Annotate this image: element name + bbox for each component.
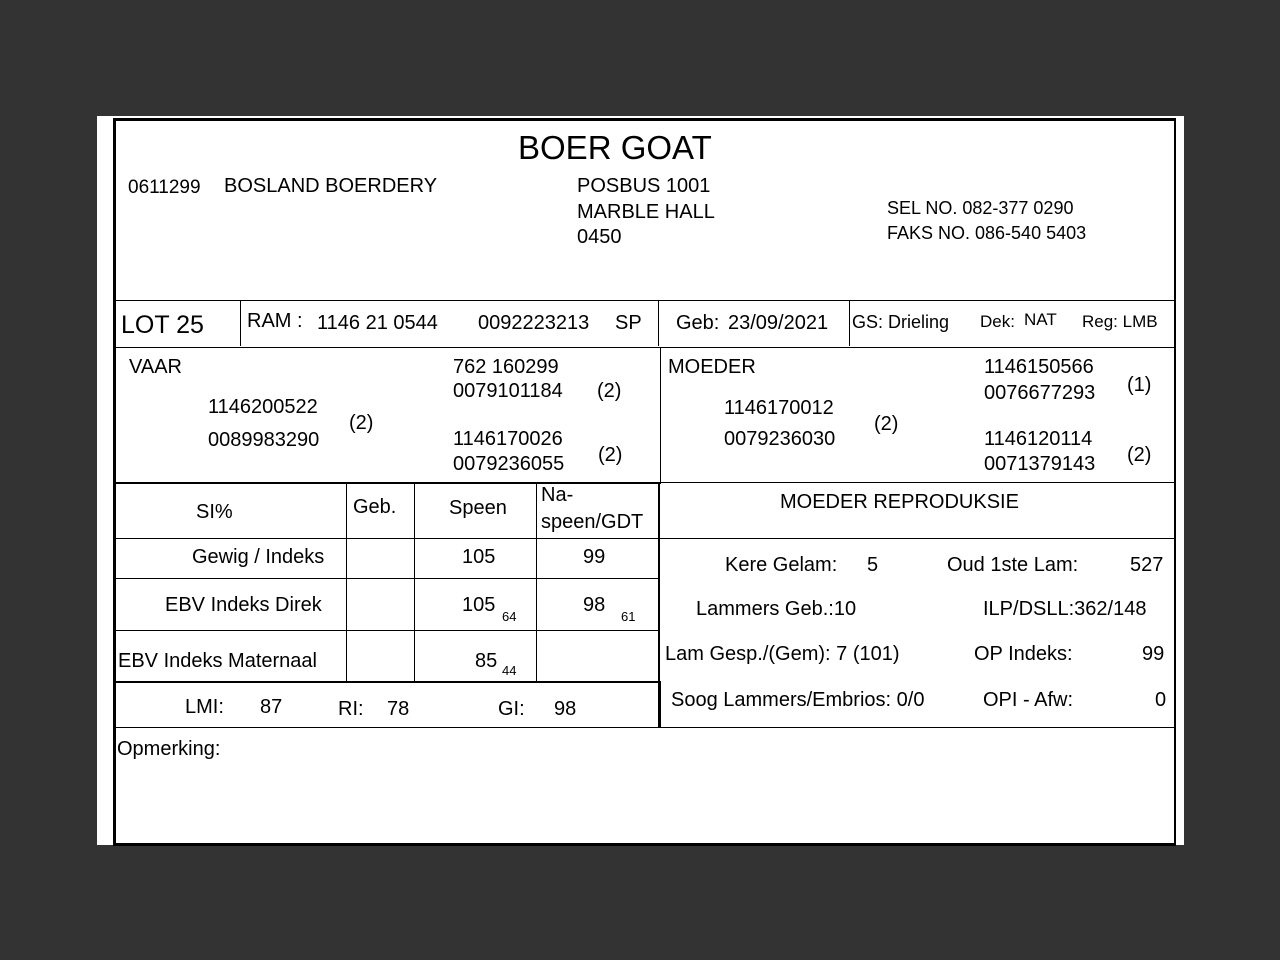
kere-gelam-value: 5 [867, 554, 879, 576]
sire-sire-registration: 0079101184 [453, 380, 563, 402]
sire-sire-id: 762 160299 [453, 356, 559, 378]
divider-perf-row-2 [116, 630, 660, 631]
divider-perf-row-3 [116, 681, 660, 683]
address-line-3: 0450 [577, 226, 622, 248]
ilp-dsll: ILP/DSLL:362/148 [983, 598, 1147, 620]
lot-number: LOT 25 [121, 311, 204, 339]
oud-value: 527 [1130, 554, 1164, 576]
born-date: 23/09/2021 [728, 312, 829, 334]
perf-col-1 [346, 483, 347, 681]
perf-col-2 [414, 483, 415, 681]
row-direct-label: EBV Indeks Direk [165, 594, 322, 616]
animal-info-card [113, 118, 1176, 846]
dam-count: (2) [874, 413, 899, 435]
divider-pedigree [660, 347, 661, 482]
row-direct-speen-accuracy: 64 [502, 609, 517, 624]
sire-id: 1146200522 [208, 396, 318, 418]
row-weight-speen: 105 [462, 546, 496, 568]
perf-header-si: SI% [196, 501, 233, 523]
divider-pedigree-left [116, 482, 661, 484]
card-title: BOER GOAT [518, 129, 712, 166]
perf-header-naspeen-1: Na- [541, 484, 574, 506]
row-direct-speen: 105 [462, 594, 496, 616]
divider-pedigree-right [660, 482, 1174, 483]
divider-perf-row-1 [116, 578, 660, 579]
dam-id: 1146170012 [724, 397, 834, 419]
opi-label: OPI - Afw: [983, 689, 1074, 711]
row-weight-naspeen: 99 [583, 546, 606, 568]
sire-label: VAAR [129, 356, 182, 378]
cell-number: SEL NO. 082-377 0290 [887, 198, 1074, 218]
row-maternal-speen: 85 [475, 650, 498, 672]
row-direct-naspeen-accuracy: 61 [621, 609, 636, 624]
perf-col-3 [536, 483, 537, 681]
op-label: OP Indeks: [974, 643, 1073, 665]
dam-dam-count: (2) [1127, 444, 1152, 466]
birth-status: GS: Drieling [852, 312, 950, 332]
ri-label: RI: [338, 698, 364, 720]
sire-dam-id: 1146170026 [453, 428, 563, 450]
sire-dam-registration: 0079236055 [453, 453, 565, 475]
breeder-number: 0611299 [128, 177, 201, 198]
ram-registration: 0092223213 [478, 312, 590, 334]
perf-header-geb: Geb. [353, 496, 397, 518]
reproduction-title: MOEDER REPRODUKSIE [780, 491, 1019, 513]
address-line-1: POSBUS 1001 [577, 175, 711, 197]
oud-label: Oud 1ste Lam: [947, 554, 1079, 576]
address-line-2: MARBLE HALL [577, 201, 715, 223]
registration-type: Reg: LMB [1082, 312, 1158, 331]
born-label: Geb: [676, 312, 720, 334]
dam-sire-id: 1146150566 [984, 356, 1094, 378]
sire-count: (2) [349, 412, 374, 434]
remarks-label: Opmerking: [117, 738, 221, 760]
row-maternal-label: EBV Indeks Maternaal [118, 650, 317, 672]
dam-sire-count: (1) [1127, 374, 1152, 396]
sire-dam-count: (2) [598, 444, 623, 466]
divider-header [116, 300, 1174, 301]
kere-gelam-label: Kere Gelam: [725, 554, 838, 576]
dam-dam-registration: 0071379143 [984, 453, 1096, 475]
ram-label: RAM : [247, 310, 303, 332]
dam-dam-id: 1146120114 [984, 428, 1093, 450]
sire-registration: 0089983290 [208, 429, 320, 451]
gi-label: GI: [498, 698, 525, 720]
divider-lot-row [116, 347, 1174, 348]
ram-code: SP [615, 312, 642, 334]
row-weight-label: Gewig / Indeks [192, 546, 325, 568]
op-value: 99 [1142, 643, 1165, 665]
gi-value: 98 [554, 698, 577, 720]
dam-sire-registration: 0076677293 [984, 382, 1096, 404]
divider-born [849, 300, 850, 346]
lammers-geb: Lammers Geb.:10 [696, 598, 857, 620]
fax-number: FAKS NO. 086-540 5403 [887, 223, 1087, 243]
lam-gespeen: Lam Gesp./(Gem): 7 (101) [665, 643, 900, 665]
divider-ram [658, 300, 659, 346]
soog-lammers: Soog Lammers/Embrios: 0/0 [671, 689, 925, 711]
breeder-name: BOSLAND BOERDERY [224, 175, 438, 197]
perf-header-speen: Speen [449, 497, 507, 519]
divider-remarks [116, 727, 1174, 728]
divider-reproduction-lower [660, 681, 661, 727]
sire-sire-count: (2) [597, 380, 622, 402]
mating-label: Dek: [980, 312, 1015, 331]
dam-label: MOEDER [668, 356, 756, 378]
opi-value: 0 [1155, 689, 1167, 711]
divider-perf-header [116, 538, 1174, 539]
mating-value: NAT [1024, 310, 1057, 329]
ram-id: 1146 21 0544 [317, 312, 438, 334]
ri-value: 78 [387, 698, 410, 720]
lmi-label: LMI: [185, 696, 224, 718]
perf-header-naspeen-2: speen/GDT [541, 511, 644, 533]
row-direct-naspeen: 98 [583, 594, 606, 616]
dam-registration: 0079236030 [724, 428, 836, 450]
row-maternal-speen-accuracy: 44 [502, 663, 517, 678]
lmi-value: 87 [260, 696, 283, 718]
divider-lot [240, 300, 241, 346]
